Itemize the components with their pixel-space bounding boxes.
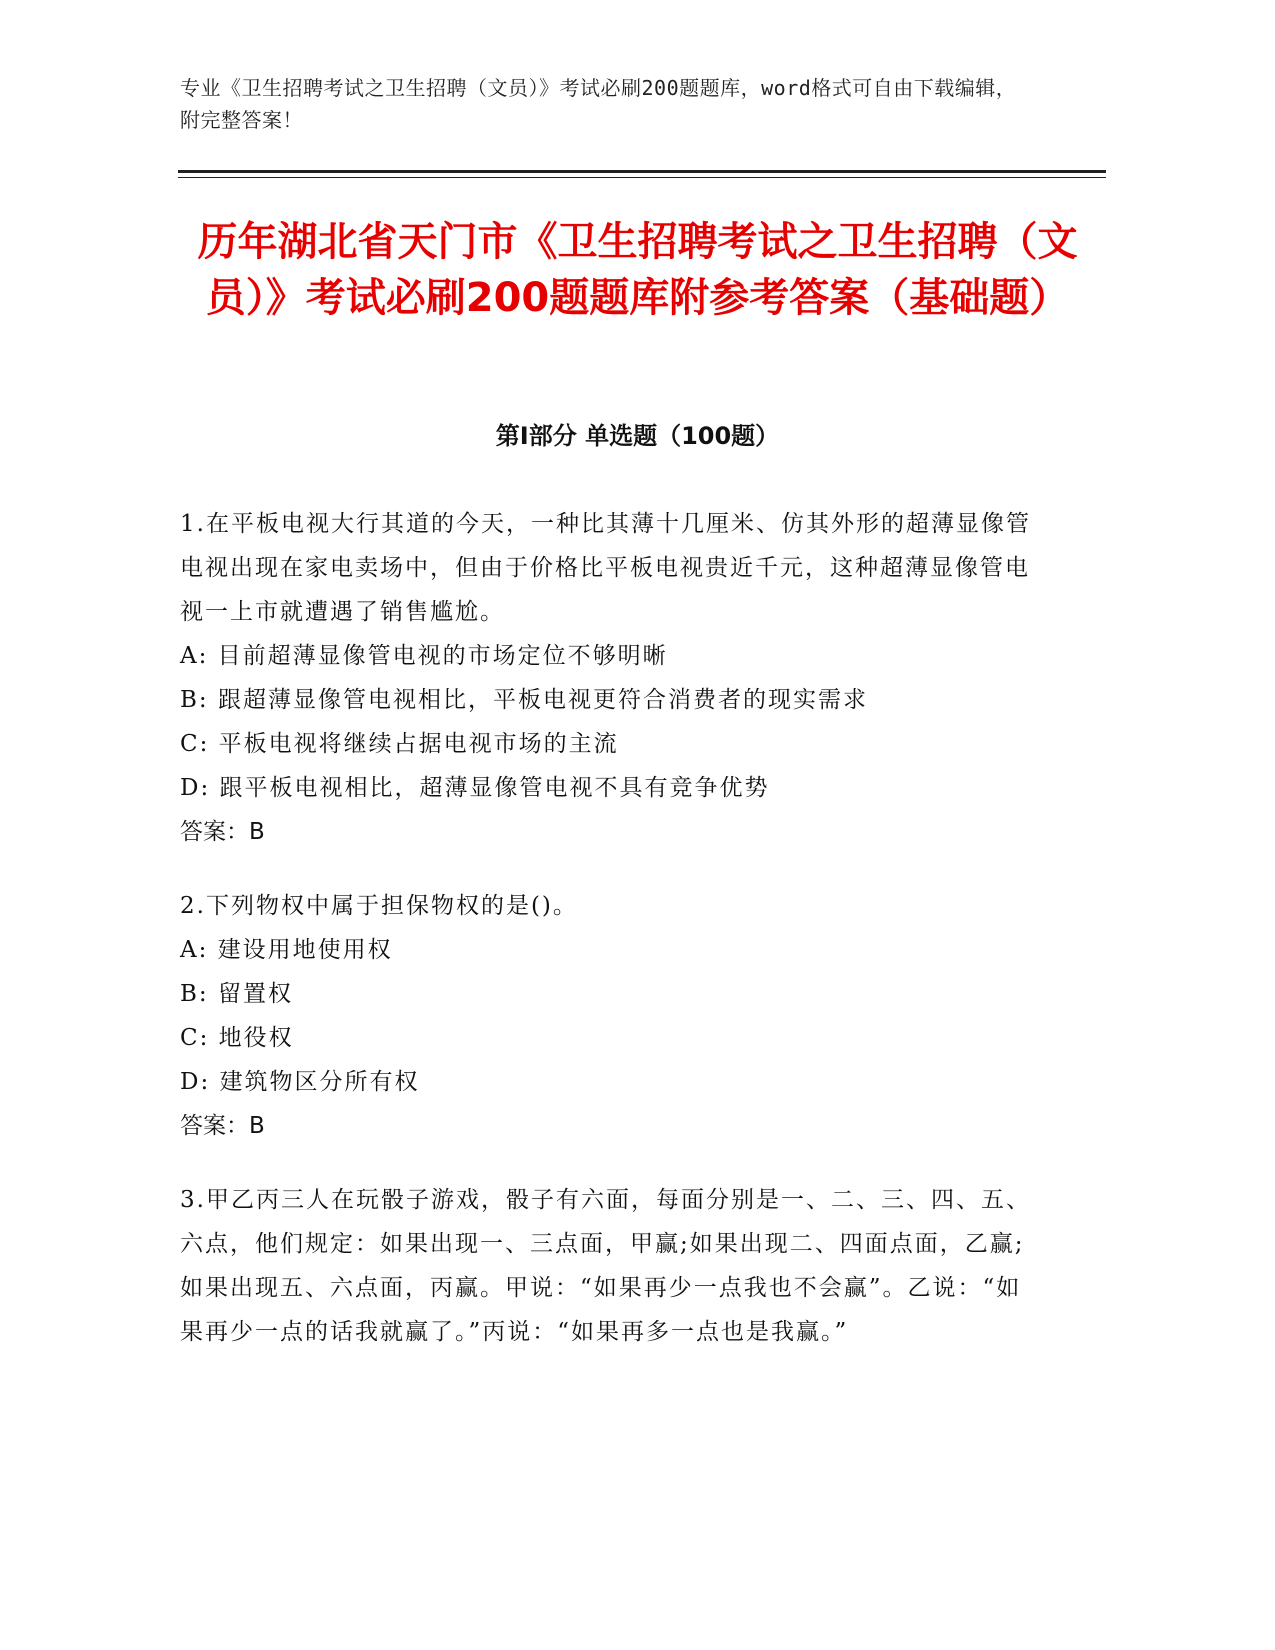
option-c: C: 地役权 (180, 1025, 294, 1051)
header-note: 专业《卫生招聘考试之卫生招聘（文员）》考试必刷200题题库，word格式可自由下载编辑，附完整答案！ (180, 76, 1017, 132)
question-stem: 1.在平板电视大行其道的今天，一种比其薄十几厘米、仿其外形的超薄显像管电视出现在家电卖场中，但由于价格比平板电视贵近千元，这种超薄显像管电视一上市就遭遇了销售尴尬。 (180, 511, 1031, 625)
header-divider-thick (178, 170, 1106, 173)
option-a: A: 目前超薄显像管电视的市场定位不够明晰 (180, 643, 668, 669)
question-list (180, 502, 1040, 1384)
option-b: B: 留置权 (180, 981, 293, 1007)
header-divider-thin (178, 177, 1106, 178)
question-2 (180, 884, 1040, 1148)
option-d: D: 建筑物区分所有权 (180, 1069, 420, 1095)
question-3 (180, 1178, 1040, 1354)
option-c: C: 平板电视将继续占据电视市场的主流 (180, 731, 619, 757)
document-title: 历年湖北省天门市《卫生招聘考试之卫生招聘（文员）》考试必刷200题题库附参考答案（基础题） (197, 219, 1078, 321)
question-1 (180, 502, 1040, 854)
question-stem: 2.下列物权中属于担保物权的是()。 (180, 893, 578, 919)
option-a: A: 建设用地使用权 (180, 937, 393, 963)
answer-line: 答案：B (180, 1113, 265, 1139)
question-stem: 3.甲乙丙三人在玩骰子游戏，骰子有六面，每面分别是一、二、三、四、五、六点，他们规定：如果出现一、三点面，甲赢;如果出现二、四面点面，乙赢;如果出现五、六点面，丙赢。甲说：“如果再少一点我也不会赢”。乙说：“如果再少一点的话我就赢了。”丙说：“如果再多一点也是我赢。” (180, 1187, 1031, 1345)
section-heading: 第I部分 单选题（100题） (495, 422, 780, 450)
option-d: D: 跟平板电视相比，超薄显像管电视不具有竞争优势 (180, 775, 770, 801)
option-b: B: 跟超薄显像管电视相比，平板电视更符合消费者的现实需求 (180, 687, 868, 713)
answer-line: 答案：B (180, 819, 265, 845)
